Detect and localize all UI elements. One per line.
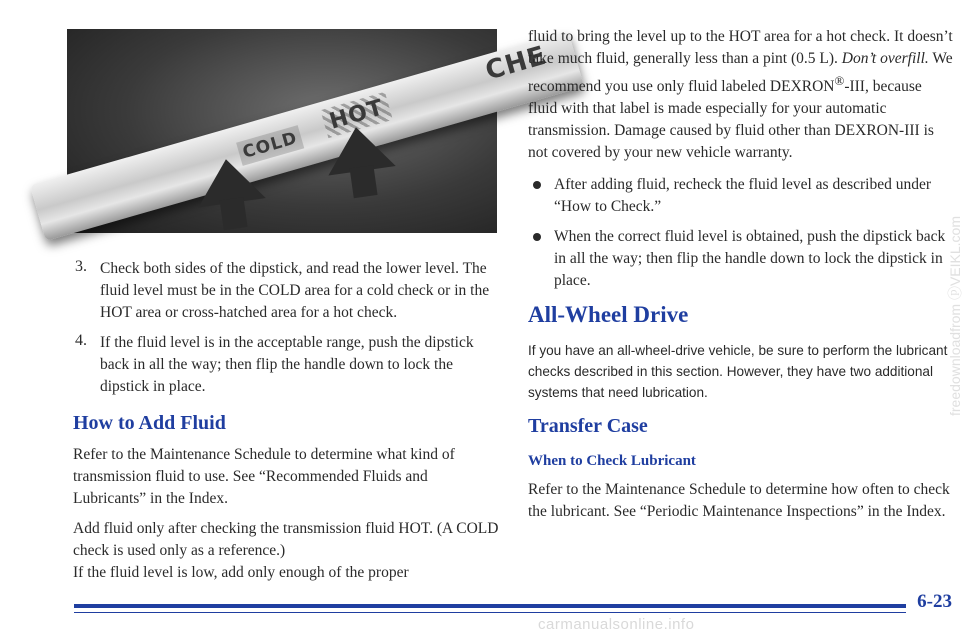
text-run: fluid to bring the level up to the HOT area for a hot check. It doesn’t take much fluid, generally less than a pint (0.5 L). [528,28,953,67]
paragraph: Add fluid only after checking the transmission fluid HOT. (A COLD check is used only as a reference.) [73,520,499,559]
bullet-item [528,226,953,292]
step-number: 3. [75,258,87,275]
paragraph: If you have an all-wheel-drive vehicle, be sure to perform the lubricant checks described in this section. However, they have two additional systems that need lubrication. [528,343,948,401]
paragraph: If the fluid level is low, add only enough of the proper [73,564,409,581]
numbered-step [73,258,503,324]
emphasis-text: Don’t overfill. [841,50,929,67]
footer-rule-thin [74,612,906,613]
paragraph: Refer to the Maintenance Schedule to determine how often to check the lubricant. See “Periodic Maintenance Inspections” in the Index. [528,481,950,521]
page-number: 6-23 [917,591,952,612]
bullet-icon [533,233,541,241]
left-column [73,258,503,584]
registered-mark: ® [834,73,845,88]
arrow-up-icon [192,154,265,207]
paragraph: Refer to the Maintenance Schedule to determine what kind of transmission fluid to use. See “Recommended Fluids and Lubricants” in the Index. [73,446,455,507]
footer-rule [74,604,906,608]
watermark-text: carmanualsonline.info [538,616,695,633]
bullet-text: When the correct fluid level is obtained, push the dipstick back in all the way; then flip the handle down to lock the dipstick in place. [554,228,946,290]
step-text: If the fluid level is in the acceptable range, push the dipstick back in all the way; then flip the handle down to lock the dipstick in place. [100,334,474,395]
dipstick-photo [67,29,550,233]
paragraph [528,26,953,164]
bullet-item [528,174,953,218]
dipstick-cold-label: COLD [236,125,304,166]
section-heading-awd: All-Wheel Drive [528,302,689,328]
right-column [528,26,953,523]
step-number: 4. [75,332,87,349]
text-run: -III, because fluid with that label is made especially for your automatic transmission. Damage caused by fluid other than DEXRON-III is not covered by your new vehicle warranty. [528,78,934,162]
subheading-when-to-check: When to Check Lubricant [528,453,696,470]
watermark-side-text: freedownloadfrom ⓟVEIKL.com [947,216,963,416]
text-run: We recommend you use only fluid labeled DEXRON [528,50,953,96]
dipstick-che-label: CHE [482,40,550,87]
bullet-text: After adding fluid, recheck the fluid level as described under “How to Check.” [554,176,932,216]
section-heading-add-fluid: How to Add Fluid [73,412,226,434]
section-heading-transfer-case: Transfer Case [528,415,648,438]
bullet-icon [533,181,541,189]
arrow-up-icon [322,122,395,175]
step-text: Check both sides of the dipstick, and read the lower level. The fluid level must be in the COLD area for a cold check or in the HOT area or cross-hatched area for a hot check. [100,260,490,321]
dipstick-hot-label: HOT [320,92,393,138]
dipstick [30,31,584,241]
numbered-step [73,332,503,398]
